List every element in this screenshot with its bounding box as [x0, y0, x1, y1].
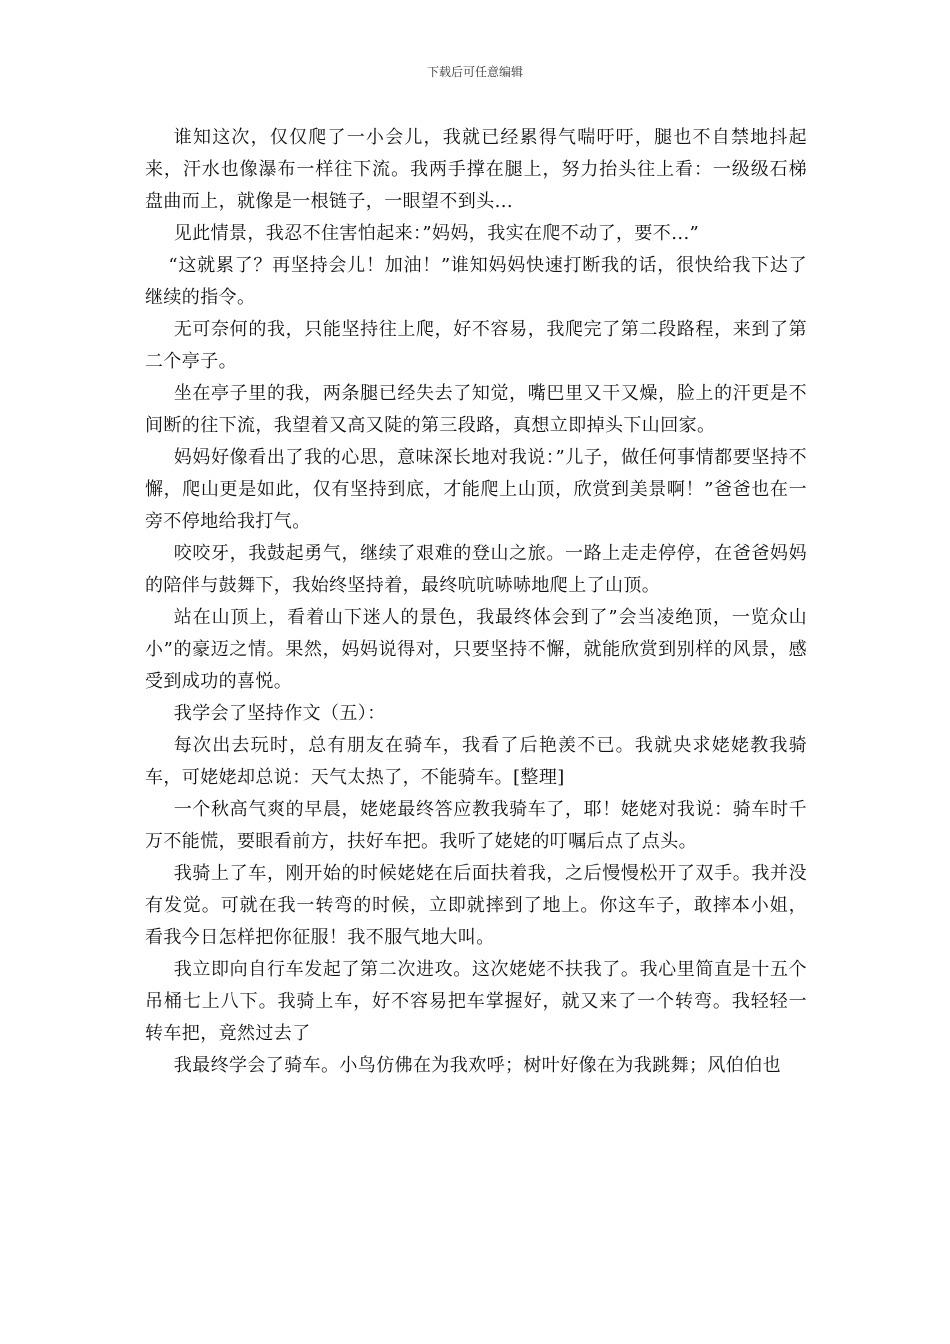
paragraph: 每次出去玩时，总有朋友在骑车，我看了后艳羡不已。我就央求姥姥教我骑车，可姥姥却总说：天气太热了，不能骑车。[整理] — [145, 735, 807, 788]
paragraph: “这就累了？再坚持会儿！加油！”谁知妈妈快速打断我的话，很快给我下达了继续的指令。 — [145, 255, 807, 308]
paragraph: 谁知这次，仅仅爬了一小会儿，我就已经累得气喘吁吁，腿也不自禁地抖起来，汗水也像瀑布一样往下流。我两手撑在腿上，努力抬头往上看：一级级石梯盘曲而上，就像是一根链子，一眼望不到头... — [145, 127, 807, 212]
page-header-note: 下载后可任意编辑 — [426, 65, 523, 79]
paragraph: 我立即向自行车发起了第二次进攻。这次姥姥不扶我了。我心里简直是十五个吊桶七上八下。我骑上车，好不容易把车掌握好，就又来了一个转弯。我轻轻一转车把，竟然过去了 — [145, 959, 807, 1044]
document-body — [145, 122, 807, 1082]
paragraph: 坐在亭子里的我，两条腿已经失去了知觉，嘴巴里又干又燥，脸上的汗更是不间断的往下流，我望着又高又陡的第三段路，真想立即掉头下山回家。 — [145, 383, 807, 436]
paragraph: 妈妈好像看出了我的心思，意味深长地对我说：”儿子，做任何事情都要坚持不懈，爬山更是如此，仅有坚持到底，才能爬上山顶，欣赏到美景啊！”爸爸也在一旁不停地给我打气。 — [145, 447, 807, 532]
paragraph: 我最终学会了骑车。小鸟仿佛在为我欢呼；树叶好像在为我跳舞；风伯伯也 — [173, 1055, 781, 1076]
paragraph: 见此情景，我忍不住害怕起来：”妈妈，我实在爬不动了，要不...” — [173, 223, 700, 244]
paragraph: 一个秋高气爽的早晨，姥姥最终答应教我骑车了，耶！姥姥对我说：骑车时千万不能慌，要眼看前方，扶好车把。我听了姥姥的叮嘱后点了点头。 — [145, 799, 807, 852]
section-heading: 我学会了坚持作文（五）： — [173, 703, 386, 724]
paragraph: 无可奈何的我，只能坚持往上爬，好不容易，我爬完了第二段路程，来到了第二个亭子。 — [145, 319, 807, 372]
paragraph: 咬咬牙，我鼓起勇气，继续了艰难的登山之旅。一路上走走停停，在爸爸妈妈的陪伴与鼓舞下，我始终坚持着，最终吭吭哧哧地爬上了山顶。 — [145, 543, 807, 596]
paragraph: 站在山顶上，看着山下迷人的景色，我最终体会到了”会当凌绝顶，一览众山小”的豪迈之情。果然，妈妈说得对，只要坚持不懈，就能欣赏到别样的风景，感受到成功的喜悦。 — [145, 607, 807, 692]
paragraph: 我骑上了车，刚开始的时候姥姥在后面扶着我，之后慢慢松开了双手。我并没有发觉。可就在我一转弯的时候，立即就摔到了地上。你这车子，敢摔本小姐，看我今日怎样把你征服！我不服气地大叫。 — [145, 863, 807, 948]
